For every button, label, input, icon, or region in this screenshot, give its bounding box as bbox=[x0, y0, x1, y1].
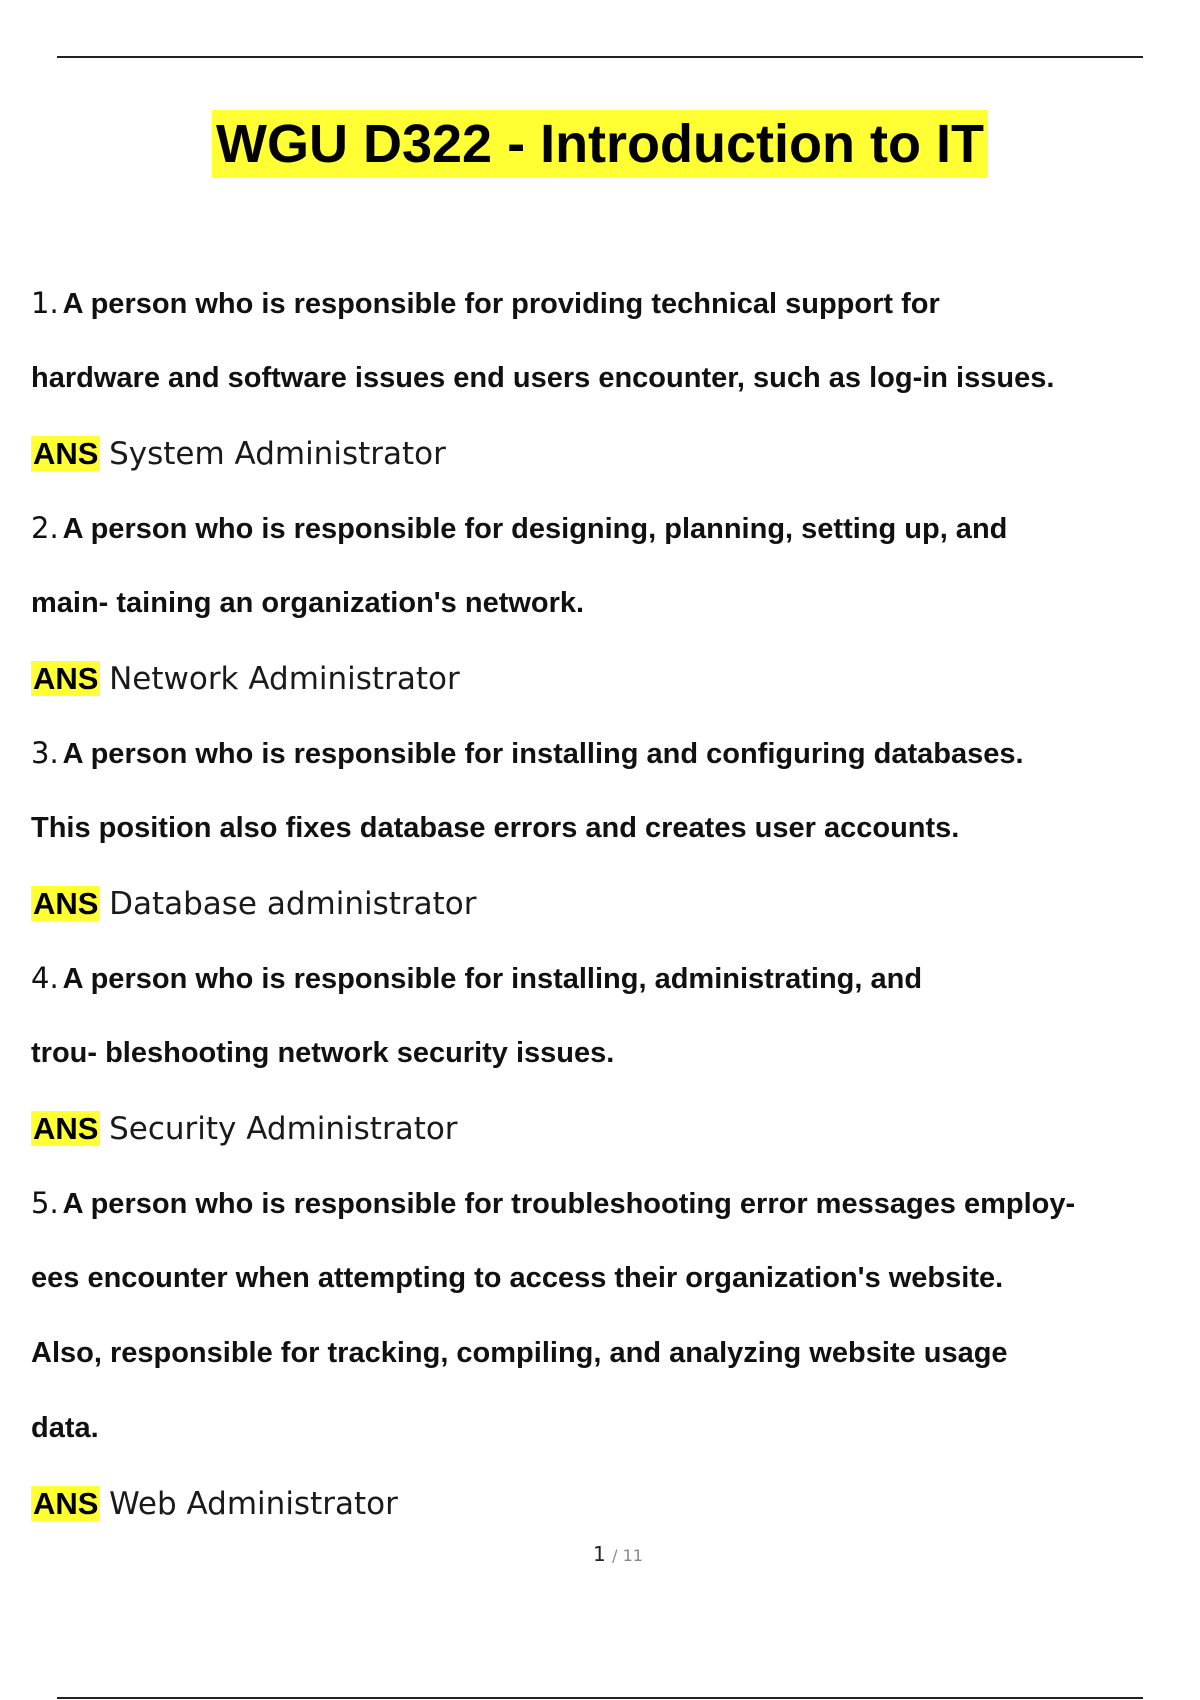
question-text: A person who is responsible for designing, planning, setting up, and bbox=[62, 513, 1008, 545]
question-number: 2. bbox=[31, 511, 59, 545]
question-item-2 bbox=[31, 491, 1191, 716]
top-rule bbox=[57, 56, 1143, 58]
question-line bbox=[31, 1316, 1191, 1391]
question-text: data. bbox=[31, 1412, 99, 1444]
total-pages: / 11 bbox=[612, 1546, 643, 1565]
question-text: hardware and software issues end users encounter, such as log-in issues. bbox=[31, 362, 1055, 394]
question-item-4 bbox=[31, 941, 1191, 1166]
answer-text: Network Administrator bbox=[109, 661, 460, 697]
answer-line bbox=[31, 416, 1191, 491]
answer-label: ANS bbox=[33, 1486, 99, 1521]
question-number: 4. bbox=[31, 961, 59, 995]
answer-text: System Administrator bbox=[109, 436, 446, 472]
answer-text: Security Administrator bbox=[109, 1111, 458, 1147]
question-item-5 bbox=[31, 1166, 1191, 1541]
question-line bbox=[31, 1391, 1191, 1466]
page-counter bbox=[0, 1542, 1200, 1566]
question-line bbox=[31, 1016, 1191, 1091]
question-line bbox=[31, 266, 1191, 341]
question-number: 3. bbox=[31, 736, 59, 770]
question-line bbox=[31, 341, 1191, 416]
question-number: 1. bbox=[31, 286, 59, 320]
question-item-1 bbox=[31, 266, 1191, 491]
question-text: ees encounter when attempting to access their organization's website. bbox=[31, 1262, 1004, 1294]
answer-label: ANS bbox=[33, 886, 99, 921]
question-text: trou- bleshooting network security issues. bbox=[31, 1037, 615, 1069]
answer-label: ANS bbox=[33, 661, 99, 696]
answer-line bbox=[31, 1091, 1191, 1166]
question-line bbox=[31, 941, 1191, 1016]
answer-line bbox=[31, 1466, 1191, 1541]
question-line bbox=[31, 566, 1191, 641]
question-text: A person who is responsible for providing technical support for bbox=[62, 288, 940, 320]
question-line bbox=[31, 491, 1191, 566]
answer-line bbox=[31, 866, 1191, 941]
question-item-3 bbox=[31, 716, 1191, 941]
question-text: A person who is responsible for installing, administrating, and bbox=[62, 963, 923, 995]
answer-text: Database administrator bbox=[109, 886, 477, 922]
current-page: 1 bbox=[593, 1542, 606, 1566]
question-line bbox=[31, 1241, 1191, 1316]
question-text: This position also fixes database errors and creates user accounts. bbox=[31, 812, 960, 844]
answer-label: ANS bbox=[33, 1111, 99, 1146]
question-text: Also, responsible for tracking, compiling, and analyzing website usage bbox=[31, 1337, 1008, 1369]
question-number: 5. bbox=[31, 1186, 59, 1220]
answer-line bbox=[31, 641, 1191, 716]
question-line bbox=[31, 716, 1191, 791]
answer-text: Web Administrator bbox=[109, 1486, 398, 1522]
question-text: main- taining an organization's network. bbox=[31, 587, 585, 619]
title-container bbox=[0, 110, 1200, 178]
answer-label: ANS bbox=[33, 436, 99, 471]
question-line bbox=[31, 1166, 1191, 1241]
question-text: A person who is responsible for troubleshooting error messages employ- bbox=[62, 1188, 1076, 1220]
bottom-rule bbox=[57, 1697, 1143, 1699]
document-title: WGU D322 - Introduction to IT bbox=[212, 110, 988, 178]
question-text: A person who is responsible for installing and configuring databases. bbox=[62, 738, 1024, 770]
question-list bbox=[31, 266, 1191, 1541]
question-line bbox=[31, 791, 1191, 866]
